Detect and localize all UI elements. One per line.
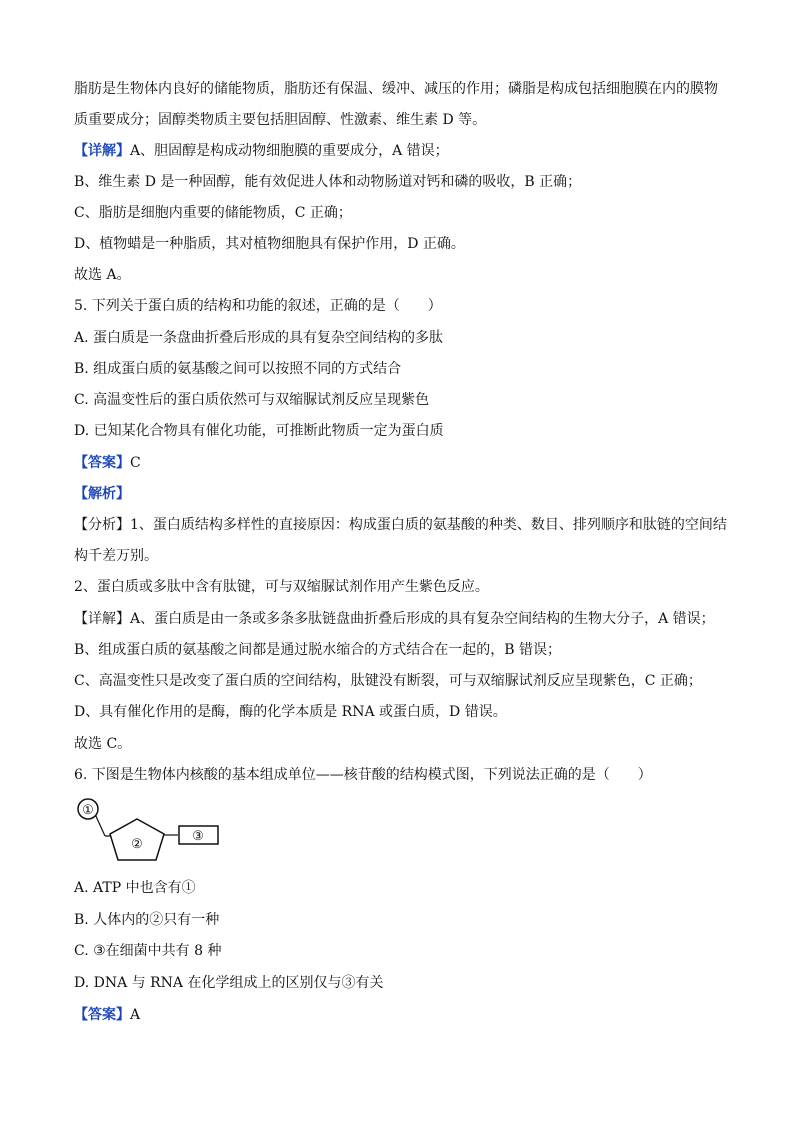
nucleotide-diagram <box>70 796 230 866</box>
link-phosphate-sugar <box>95 814 105 836</box>
detail-line <box>74 609 715 629</box>
pentose-label: ② <box>131 837 143 852</box>
question-6-option-c: C. ③在细菌中共有 8 种 <box>74 943 222 959</box>
analysis-tag: 【解析】 <box>74 486 130 502</box>
detail-text: A、胆固醇是构成动物细胞膜的重要成分，A 错误； <box>130 143 449 159</box>
question-5-option-b: B. 组成蛋白质的氨基酸之间可以按照不同的方式结合 <box>74 361 402 377</box>
answer-value: A <box>130 1007 141 1023</box>
question-5-option-a: A. 蛋白质是一条盘曲折叠后形成的具有复杂空间结构的多肽 <box>74 330 444 346</box>
question-5-option-c: C. 高温变性后的蛋白质依然可与双缩脲试剂反应呈现紫色 <box>74 392 430 408</box>
detail-line: C、高温变性只是改变了蛋白质的空间结构，肽键没有断裂，可与双缩脲试剂反应呈现紫色，C 正确； <box>74 673 702 689</box>
question-6-option-a: A. ATP 中也含有① <box>74 880 196 896</box>
fenxi-tag: 【分析】 <box>74 517 130 533</box>
detail-tag: 【详解】 <box>74 143 130 159</box>
detail-line: D、植物蜡是一种脂质，其对植物细胞具有保护作用，D 正确。 <box>74 236 465 252</box>
question-5-option-d: D. 已知某化合物具有催化功能，可推断此物质一定为蛋白质 <box>74 423 444 439</box>
detail-tag: 【详解】 <box>74 611 130 627</box>
detail-line: C、脂肪是细胞内重要的储能物质，C 正确； <box>74 205 352 221</box>
paragraph-line: 质重要成分；固醇类物质主要包括胆固醇、性激素、维生素 D 等。 <box>74 112 487 128</box>
conclusion-line: 故选 A。 <box>74 267 131 283</box>
fenxi-text: 1、蛋白质结构多样性的直接原因：构成蛋白质的氨基酸的种类、数目、排列顺序和肽链的空间结 <box>130 517 727 533</box>
answer-tag: 【答案】 <box>74 1007 130 1023</box>
question-6-answer <box>74 1005 140 1025</box>
answer-tag: 【答案】 <box>74 455 130 471</box>
question-5-stem: 5. 下列关于蛋白质的结构和功能的叙述，正确的是（ ） <box>74 298 442 314</box>
phosphate-label: ① <box>82 803 94 818</box>
detail-line: D、具有催化作用的是酶，酶的化学本质是 RNA 或蛋白质，D 错误。 <box>74 704 507 720</box>
question-6-stem: 6. 下图是生物体内核酸的基本组成单位——核苷酸的结构模式图，下列说法正确的是（ ） <box>74 767 652 783</box>
conclusion-line: 故选 C。 <box>74 736 132 752</box>
detail-line: B、组成蛋白质的氨基酸之间都是通过脱水缩合的方式结合在一起的，B 错误； <box>74 642 562 658</box>
detail-text: A、蛋白质是由一条或多条多肽链盘曲折叠后形成的具有复杂空间结构的生物大分子，A 错误； <box>130 611 715 627</box>
base-label: ③ <box>192 829 204 844</box>
detail-line <box>74 141 449 161</box>
analysis-line <box>74 515 727 535</box>
answer-value: C <box>130 455 141 471</box>
question-6-option-d: D. DNA 与 RNA 在化学组成上的区别仅与③有关 <box>74 975 384 991</box>
detail-line: B、维生素 D 是一种固醇，能有效促进人体和动物肠道对钙和磷的吸收，B 正确； <box>74 174 582 190</box>
question-5-analysis <box>74 484 130 504</box>
analysis-line: 构千差万别。 <box>74 548 158 564</box>
question-5-answer <box>74 453 141 473</box>
analysis-line: 2、蛋白质或多肽中含有肽键，可与双缩脲试剂作用产生紫色反应。 <box>74 579 489 595</box>
paragraph-line: 脂肪是生物体内良好的储能物质，脂肪还有保温、缓冲、减压的作用；磷脂是构成包括细胞膜在内的膜物 <box>74 81 718 97</box>
question-6-option-b: B. 人体内的②只有一种 <box>74 912 220 928</box>
